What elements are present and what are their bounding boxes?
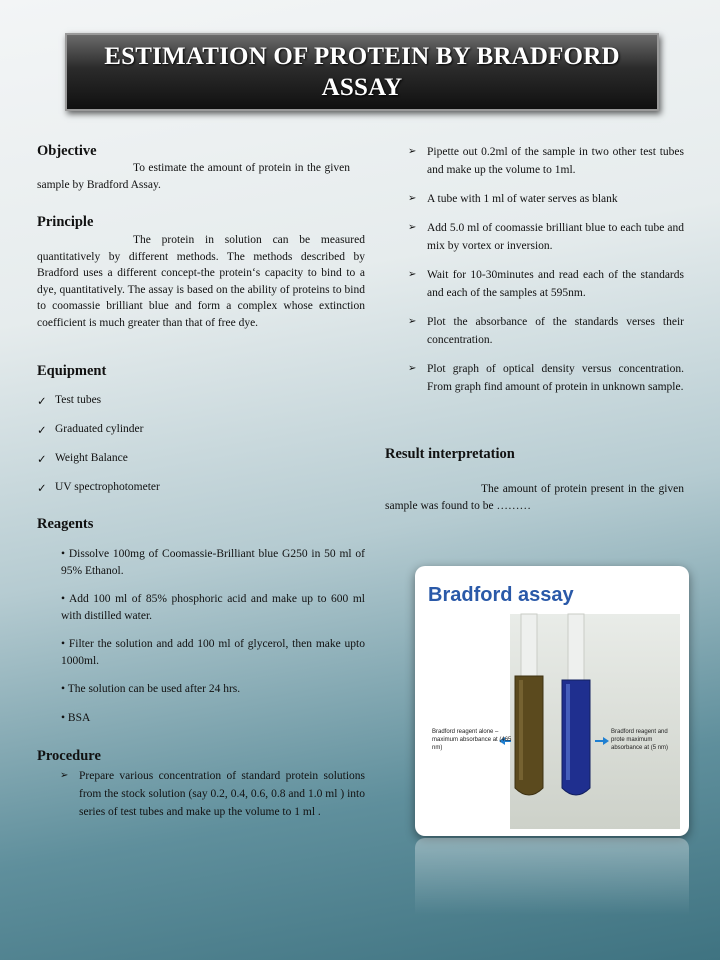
reagent-item: • Add 100 ml of 85% phosphoric acid and make up to 600 ml with distilled water.: [61, 593, 365, 622]
procedure-heading: Procedure: [37, 748, 101, 764]
equipment-heading: Equipment: [37, 363, 107, 379]
objective-heading: Objective: [37, 143, 97, 159]
procedure-step: ➢ Prepare various concentration of standard protein solutions from the stock solution (say 0.2, 0.4, 0.6, 0.8 and 1.0 ml ) into series of test tubes and make up the volume to 1 ml .: [60, 767, 365, 821]
principle-text: The protein in solution can be measured quantitatively by different methods. The methods described by Bradford uses a different concept-the protein‘s capacity to bind to a dye, quantitatively. The assay is based on the ability of proteins to bind to coomassie brilliant blue and form a complex whose extinction coefficient is much greater than that of free dye.: [37, 234, 365, 329]
equipment-item: ✓ Test tubes: [37, 394, 102, 408]
right-tube-label: Bradford reagent and prote maximum absorbance at (5 nm): [611, 729, 669, 751]
principle-heading: Principle: [37, 214, 94, 230]
reagents-heading: Reagents: [37, 516, 94, 532]
procedure-step: ➢ Plot the absorbance of the standards verses their concentration.: [408, 313, 684, 349]
title-banner: [65, 33, 659, 111]
procedure-step: ➢ Plot graph of optical density versus concentration. From graph find amount of protein in unknown sample.: [408, 360, 684, 396]
procedure-step: ➢ Pipette out 0.2ml of the sample in two other test tubes and make up the volume to 1ml.: [408, 143, 684, 179]
arrow-bullet-icon: ➢: [408, 146, 417, 157]
test-tubes-illustration: [415, 566, 689, 836]
checkmark-icon: ✓: [37, 425, 47, 437]
arrow-bullet-icon: ➢: [408, 316, 417, 327]
arrow-bullet-icon: ➢: [408, 193, 417, 204]
procedure-step: ➢ Wait for 10-30minutes and read each of the standards and each of the samples at 595nm.: [408, 266, 684, 302]
checkmark-icon: ✓: [37, 483, 47, 495]
objective-text: To estimate the amount of protein in the given sample by Bradford Assay.: [37, 162, 350, 191]
arrow-bullet-icon: ➢: [408, 269, 417, 280]
checkmark-icon: ✓: [37, 454, 47, 466]
equipment-item: ✓ Weight Balance: [37, 452, 128, 466]
reagent-item: • Dissolve 100mg of Coomassie-Brilliant blue G250 in 50 ml of 95% Ethanol.: [61, 548, 365, 577]
reagent-item: • Filter the solution and add 100 ml of glycerol, then make upto 1000ml.: [61, 638, 366, 667]
result-heading: Result interpretation: [385, 446, 515, 462]
checkmark-icon: ✓: [37, 396, 47, 408]
figure-reflection: [415, 838, 689, 948]
procedure-list-left: [60, 767, 365, 832]
arrow-bullet-icon: ➢: [60, 770, 69, 781]
procedure-step: ➢ A tube with 1 ml of water serves as blank: [408, 190, 684, 208]
reagent-item: • The solution can be used after 24 hrs.: [61, 683, 241, 695]
equipment-item: ✓ Graduated cylinder: [37, 423, 144, 437]
equipment-list: [37, 394, 337, 510]
reagents-list: [61, 546, 365, 738]
arrow-bullet-icon: ➢: [408, 222, 417, 233]
right-arrow-head: [603, 737, 609, 745]
right-tube-highlight: [566, 684, 570, 780]
bradford-assay-figure: [415, 566, 689, 836]
left-tube-highlight: [519, 680, 523, 780]
result-text: The amount of protein present in the given sample was found to be ………: [385, 483, 684, 512]
left-tube-label: Bradford reagent alone – maximum absorbance at (465 nm): [432, 729, 512, 751]
arrow-bullet-icon: ➢: [408, 363, 417, 374]
page-title: ESTIMATION OF PROTEIN BY BRADFORD ASSAY: [104, 43, 620, 101]
procedure-step: ➢ Add 5.0 ml of coomassie brilliant blue to each tube and mix by vortex or inversion.: [408, 219, 684, 255]
procedure-list-right: [408, 143, 684, 407]
reagent-item: • BSA: [61, 711, 91, 724]
figure-caption: Bradford assay: [428, 584, 574, 606]
equipment-item: ✓ UV spectrophotometer: [37, 481, 160, 495]
